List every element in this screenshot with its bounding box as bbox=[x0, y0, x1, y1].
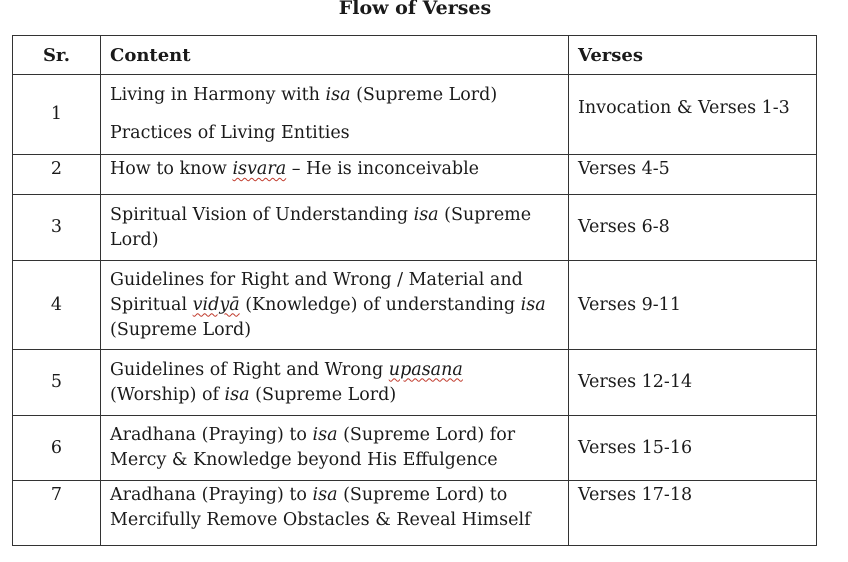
content-italic: isa bbox=[312, 485, 338, 505]
row-verses: Verses 12-14 bbox=[569, 350, 817, 416]
row-verses: Invocation & Verses 1-3 bbox=[569, 75, 817, 155]
content-italic: upasana bbox=[388, 359, 463, 380]
content-text: Aradhana (Praying) to bbox=[110, 425, 313, 445]
content-italic: isa bbox=[325, 85, 351, 105]
page-title: Flow of Verses bbox=[338, 0, 492, 19]
row-content bbox=[101, 481, 569, 546]
row-verses: Verses 15-16 bbox=[569, 416, 817, 481]
row-sr: 6 bbox=[13, 416, 101, 481]
row-content bbox=[101, 75, 569, 155]
content-text: Aradhana (Praying) to bbox=[110, 485, 313, 505]
content-text: Guidelines of Right and Wrong bbox=[110, 359, 389, 380]
table-header-row bbox=[13, 36, 817, 75]
content-text: (Supreme Lord) bbox=[110, 204, 532, 250]
content-italic: isa bbox=[312, 425, 338, 445]
row-content bbox=[101, 261, 569, 350]
row-sr: 4 bbox=[13, 261, 101, 350]
row-content bbox=[101, 350, 569, 416]
row-verses: Verses 9-11 bbox=[569, 261, 817, 350]
content-text: (Supreme Lord) for Mercy & Knowledge beyond His Effulgence bbox=[110, 425, 516, 470]
header-sr: Sr. bbox=[13, 36, 101, 75]
row-content bbox=[101, 195, 569, 261]
table-row bbox=[13, 75, 817, 155]
row-sr: 1 bbox=[13, 75, 101, 155]
content-text: (Supreme Lord) to Mercifully Remove Obstacles & Reveal Himself bbox=[110, 485, 531, 530]
row-content bbox=[101, 155, 569, 195]
content-text: (Supreme Lord) bbox=[249, 384, 397, 405]
table-row bbox=[13, 195, 817, 261]
row-content bbox=[101, 416, 569, 481]
table-row bbox=[13, 350, 817, 416]
table-row bbox=[13, 261, 817, 350]
row-sr: 5 bbox=[13, 350, 101, 416]
header-content: Content bbox=[101, 36, 569, 75]
row-verses: Verses 6-8 bbox=[569, 195, 817, 261]
row-verses: Verses 17-18 bbox=[569, 481, 817, 546]
table-row bbox=[13, 155, 817, 195]
content-text: Spiritual Vision of Understanding bbox=[110, 204, 414, 225]
content-text: (Supreme Lord) bbox=[350, 85, 498, 105]
content-italic: isa bbox=[224, 384, 250, 405]
header-verses: Verses bbox=[569, 36, 817, 75]
content-italic: isvara bbox=[232, 159, 287, 179]
row-sr: 7 bbox=[13, 481, 101, 546]
content-text: How to know bbox=[110, 159, 233, 179]
content-italic: isa bbox=[413, 204, 439, 225]
content-text: (Supreme Lord) bbox=[110, 319, 252, 340]
content-text: (Worship) of bbox=[110, 384, 225, 405]
content-text: (Knowledge) of understanding bbox=[239, 294, 521, 315]
table-row bbox=[13, 481, 817, 546]
row-verses: Verses 4-5 bbox=[569, 155, 817, 195]
content-text: Guidelines for Right and Wrong / Material and Spiritual bbox=[110, 269, 523, 315]
row-sr: 2 bbox=[13, 155, 101, 195]
content-text: Living in Harmony with bbox=[110, 85, 326, 105]
content-text: – He is inconceivable bbox=[286, 159, 480, 179]
content-text: Practices of Living Entities bbox=[110, 123, 350, 143]
verses-table bbox=[12, 35, 817, 546]
row-sr: 3 bbox=[13, 195, 101, 261]
content-italic: vidyā bbox=[192, 294, 240, 315]
content-italic: isa bbox=[520, 294, 546, 315]
table-row bbox=[13, 416, 817, 481]
